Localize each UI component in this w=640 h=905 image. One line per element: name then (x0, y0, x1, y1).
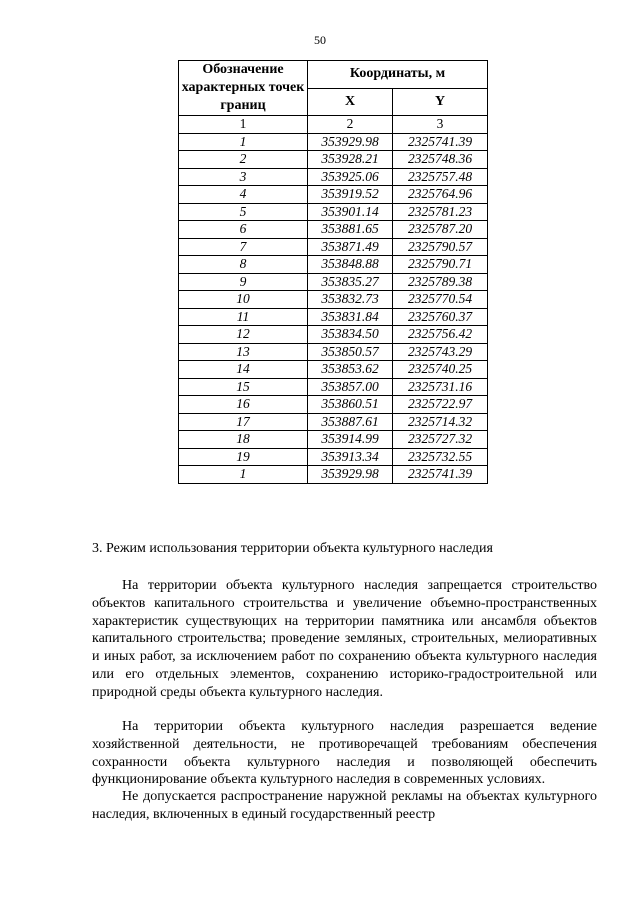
x-coordinate: 353929.98 (308, 466, 393, 484)
paragraph-permissions: На территории объекта культурного наследия разрешается ведение хозяйственной деятельности, не противоречащей требованиям обеспечения сохранности объекта культурного наследия и позволяющей обеспечить функционирование объекта культурного наследия в современных условиях. (92, 719, 597, 788)
table-row (179, 378, 488, 396)
table-row (179, 466, 488, 484)
table-row (179, 326, 488, 344)
point-number: 8 (179, 256, 308, 274)
header-coordinates: Координаты, м (308, 61, 488, 89)
point-number: 15 (179, 378, 308, 396)
x-coordinate: 353835.27 (308, 273, 393, 291)
x-coordinate: 353928.21 (308, 151, 393, 169)
y-coordinate: 2325714.32 (393, 413, 488, 431)
x-coordinate: 353901.14 (308, 203, 393, 221)
x-coordinate: 353919.52 (308, 186, 393, 204)
table-row (179, 273, 488, 291)
page-number: 50 (314, 33, 326, 47)
x-coordinate: 353881.65 (308, 221, 393, 239)
table-header-row (179, 61, 488, 89)
point-number: 16 (179, 396, 308, 414)
y-coordinate: 2325781.23 (393, 203, 488, 221)
header-x: X (308, 88, 393, 116)
y-coordinate: 2325731.16 (393, 378, 488, 396)
point-number: 1 (179, 133, 308, 151)
table-row (179, 238, 488, 256)
point-number: 13 (179, 343, 308, 361)
point-number: 3 (179, 168, 308, 186)
x-coordinate: 353831.84 (308, 308, 393, 326)
x-coordinate: 353913.34 (308, 448, 393, 466)
y-coordinate: 2325748.36 (393, 151, 488, 169)
table-row (179, 396, 488, 414)
table-row (179, 186, 488, 204)
paragraph-prohibitions: На территории объекта культурного наследия запрещается строительство объектов капитального строительства и увеличение объемно-пространственных характеристик существующих на территории памятника или ансамбля объектов капитального строительства; проведение земляных, строительных, мелиоративных и иных работ, за исключением работ по сохранению объекта культурного наследия или его отдельных элементов, сохранению историко-градостроительной или природной среды объекта культурного наследия. (92, 578, 597, 700)
x-coordinate: 353850.57 (308, 343, 393, 361)
y-coordinate: 2325741.39 (393, 466, 488, 484)
y-coordinate: 2325789.38 (393, 273, 488, 291)
table-row (179, 291, 488, 309)
x-coordinate: 353929.98 (308, 133, 393, 151)
y-coordinate: 2325760.37 (393, 308, 488, 326)
coordinates-table (178, 60, 488, 484)
point-number: 7 (179, 238, 308, 256)
point-number: 14 (179, 361, 308, 379)
x-coordinate: 353857.00 (308, 378, 393, 396)
table-row (179, 431, 488, 449)
y-coordinate: 2325757.48 (393, 168, 488, 186)
y-coordinate: 2325727.32 (393, 431, 488, 449)
point-number: 5 (179, 203, 308, 221)
point-number: 4 (179, 186, 308, 204)
column-number: 1 (179, 116, 308, 134)
point-number: 9 (179, 273, 308, 291)
y-coordinate: 2325770.54 (393, 291, 488, 309)
y-coordinate: 2325790.71 (393, 256, 488, 274)
y-coordinate: 2325732.55 (393, 448, 488, 466)
table-row (179, 361, 488, 379)
table-row (179, 308, 488, 326)
point-number: 6 (179, 221, 308, 239)
y-coordinate: 2325756.42 (393, 326, 488, 344)
point-number: 1 (179, 466, 308, 484)
table-row (179, 343, 488, 361)
point-number: 17 (179, 413, 308, 431)
x-coordinate: 353914.99 (308, 431, 393, 449)
x-coordinate: 353834.50 (308, 326, 393, 344)
point-number: 19 (179, 448, 308, 466)
column-number-row (179, 116, 488, 134)
header-point-designation: Обозначение характерных точек границ (179, 61, 308, 116)
x-coordinate: 353832.73 (308, 291, 393, 309)
column-number: 3 (393, 116, 488, 134)
point-number: 2 (179, 151, 308, 169)
column-number: 2 (308, 116, 393, 134)
table-row (179, 151, 488, 169)
x-coordinate: 353860.51 (308, 396, 393, 414)
x-coordinate: 353871.49 (308, 238, 393, 256)
y-coordinate: 2325722.97 (393, 396, 488, 414)
section-heading: 3. Режим использования территории объекта культурного наследия (92, 541, 493, 556)
table-row (179, 413, 488, 431)
y-coordinate: 2325743.29 (393, 343, 488, 361)
x-coordinate: 353925.06 (308, 168, 393, 186)
y-coordinate: 2325787.20 (393, 221, 488, 239)
table-row (179, 448, 488, 466)
table-row (179, 256, 488, 274)
point-number: 12 (179, 326, 308, 344)
header-y: Y (393, 88, 488, 116)
y-coordinate: 2325790.57 (393, 238, 488, 256)
x-coordinate: 353887.61 (308, 413, 393, 431)
x-coordinate: 353853.62 (308, 361, 393, 379)
y-coordinate: 2325764.96 (393, 186, 488, 204)
y-coordinate: 2325740.25 (393, 361, 488, 379)
point-number: 10 (179, 291, 308, 309)
paragraph-advertising: Не допускается распространение наружной рекламы на объектах культурного наследия, включенных в единый государственный реестр (92, 789, 597, 822)
point-number: 18 (179, 431, 308, 449)
table-row (179, 133, 488, 151)
x-coordinate: 353848.88 (308, 256, 393, 274)
table-row (179, 203, 488, 221)
point-number: 11 (179, 308, 308, 326)
y-coordinate: 2325741.39 (393, 133, 488, 151)
table-row (179, 168, 488, 186)
table-row (179, 221, 488, 239)
